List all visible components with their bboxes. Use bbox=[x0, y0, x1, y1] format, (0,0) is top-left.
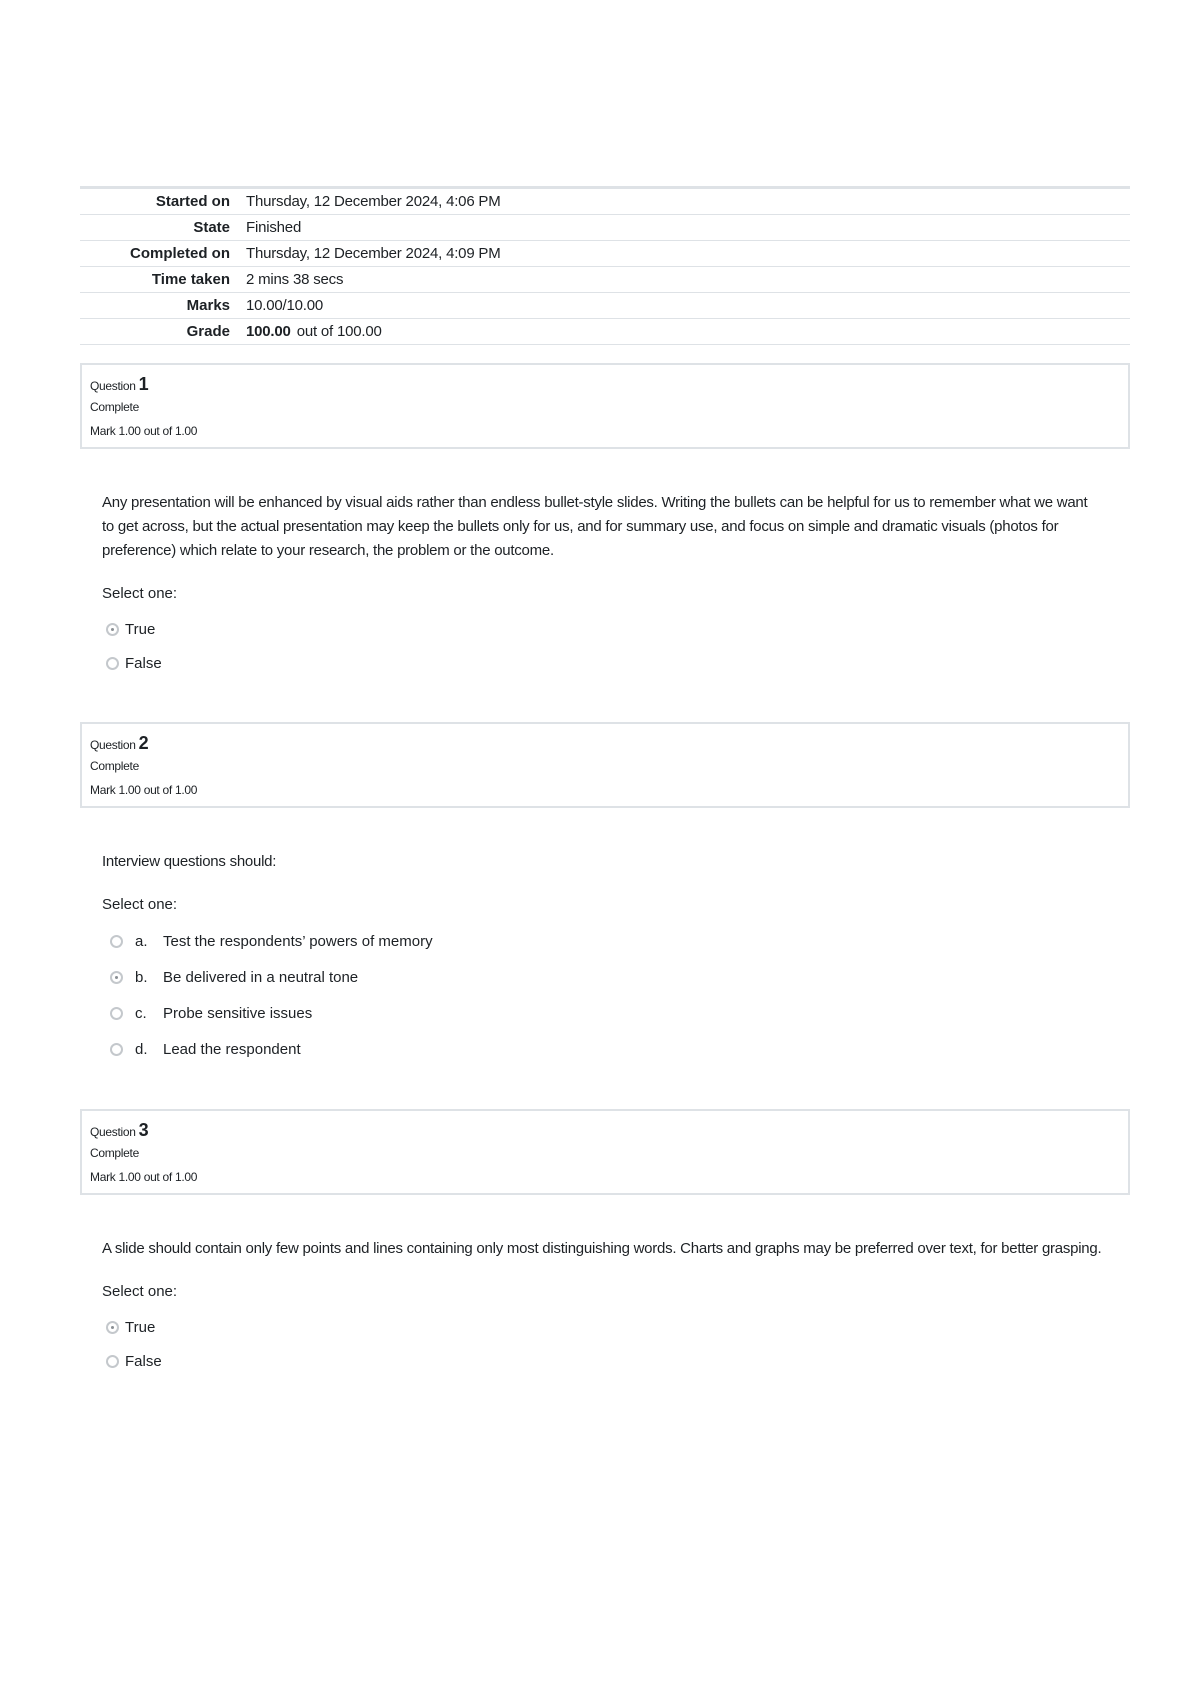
question-info-box bbox=[80, 363, 1130, 449]
question-mark: Mark 1.00 out of 1.00 bbox=[90, 1170, 198, 1184]
summary-row-state bbox=[80, 215, 1130, 241]
summary-label: Started on bbox=[155, 193, 230, 210]
answer-label: Test the respondents’ powers of memory bbox=[163, 932, 433, 950]
answer-option-false[interactable] bbox=[106, 646, 1130, 680]
question-number-value: 3 bbox=[138, 1120, 149, 1140]
grade-total: out of 100.00 bbox=[296, 323, 382, 340]
question-info-box bbox=[80, 1109, 1130, 1195]
summary-label: Time taken bbox=[151, 271, 230, 288]
radio-unchecked-icon[interactable] bbox=[106, 657, 119, 670]
question-text: Interview questions should: bbox=[102, 853, 277, 870]
answer-label: False bbox=[125, 654, 162, 672]
question-number bbox=[90, 1119, 1120, 1141]
answer-options bbox=[106, 1310, 1130, 1378]
summary-value: Thursday, 12 December 2024, 4:06 PM bbox=[246, 193, 501, 210]
question-state: Complete bbox=[90, 400, 139, 414]
answer-label: Lead the respondent bbox=[163, 1040, 301, 1058]
radio-unchecked-icon[interactable] bbox=[106, 1355, 119, 1368]
summary-row-started bbox=[80, 188, 1130, 215]
answer-option-b[interactable] bbox=[110, 959, 1130, 995]
summary-row-grade bbox=[80, 319, 1130, 345]
select-one-prompt: Select one: bbox=[102, 1283, 178, 1300]
answer-option-d[interactable] bbox=[110, 1031, 1130, 1067]
answer-option-true[interactable] bbox=[106, 1310, 1130, 1344]
select-one-prompt: Select one: bbox=[102, 585, 178, 602]
radio-checked-icon[interactable] bbox=[106, 623, 119, 636]
summary-label: State bbox=[193, 219, 230, 236]
answer-label: False bbox=[125, 1352, 162, 1370]
answer-label: True bbox=[125, 620, 156, 638]
select-one-prompt: Select one: bbox=[102, 896, 178, 913]
answer-letter: d. bbox=[135, 1040, 148, 1058]
answer-option-false[interactable] bbox=[106, 1344, 1130, 1378]
question-mark: Mark 1.00 out of 1.00 bbox=[90, 783, 198, 797]
quiz-review-page bbox=[80, 186, 1130, 1378]
summary-label: Grade bbox=[186, 323, 230, 340]
answer-options bbox=[106, 612, 1130, 680]
answer-label: Probe sensitive issues bbox=[163, 1004, 313, 1022]
radio-unchecked-icon[interactable] bbox=[110, 935, 123, 948]
answer-label: Be delivered in a neutral tone bbox=[163, 968, 359, 986]
question-label: Question bbox=[90, 1125, 136, 1139]
radio-checked-icon[interactable] bbox=[110, 971, 123, 984]
question-number-value: 1 bbox=[138, 374, 149, 394]
radio-unchecked-icon[interactable] bbox=[110, 1007, 123, 1020]
summary-label: Marks bbox=[186, 297, 230, 314]
radio-checked-icon[interactable] bbox=[106, 1321, 119, 1334]
radio-unchecked-icon[interactable] bbox=[110, 1043, 123, 1056]
question-text: Any presentation will be enhanced by visual aids rather than endless bullet-style slides. Writing the bullets can be helpful for us to remember what we want to get across, but the actual presentation may keep the bullets only for us, and for summary use, and focus on simple and dramatic visuals (photos for preference) which relate to your research, the problem or the outcome. bbox=[102, 494, 1088, 559]
question-state: Complete bbox=[90, 759, 139, 773]
answer-label: True bbox=[125, 1318, 156, 1336]
question-text: A slide should contain only few points and lines containing only most distinguishing words. Charts and graphs may be preferred over text, for better grasping. bbox=[102, 1240, 1102, 1257]
question-state: Complete bbox=[90, 1146, 139, 1160]
answer-option-a[interactable] bbox=[110, 923, 1130, 959]
answer-letter: c. bbox=[135, 1004, 147, 1022]
answer-option-true[interactable] bbox=[106, 612, 1130, 646]
summary-value: 2 mins 38 secs bbox=[246, 271, 344, 288]
summary-row-time-taken bbox=[80, 267, 1130, 293]
answer-options bbox=[106, 923, 1130, 1067]
question-mark: Mark 1.00 out of 1.00 bbox=[90, 424, 198, 438]
summary-value: 10.00/10.00 bbox=[246, 297, 324, 314]
grade-score: 100.00 bbox=[246, 323, 291, 340]
question-label: Question bbox=[90, 738, 136, 752]
question-number bbox=[90, 732, 1120, 754]
summary-value: Finished bbox=[246, 219, 302, 236]
question-number bbox=[90, 373, 1120, 395]
answer-letter: a. bbox=[135, 932, 148, 950]
summary-label: Completed on bbox=[130, 245, 230, 262]
summary-value bbox=[246, 319, 1130, 345]
question-number-value: 2 bbox=[138, 733, 149, 753]
summary-row-completed bbox=[80, 241, 1130, 267]
question-info-box bbox=[80, 722, 1130, 808]
summary-value: Thursday, 12 December 2024, 4:09 PM bbox=[246, 245, 501, 262]
summary-row-marks bbox=[80, 293, 1130, 319]
answer-option-c[interactable] bbox=[110, 995, 1130, 1031]
answer-letter: b. bbox=[135, 968, 148, 986]
question-label: Question bbox=[90, 379, 136, 393]
attempt-summary-table bbox=[80, 186, 1130, 345]
